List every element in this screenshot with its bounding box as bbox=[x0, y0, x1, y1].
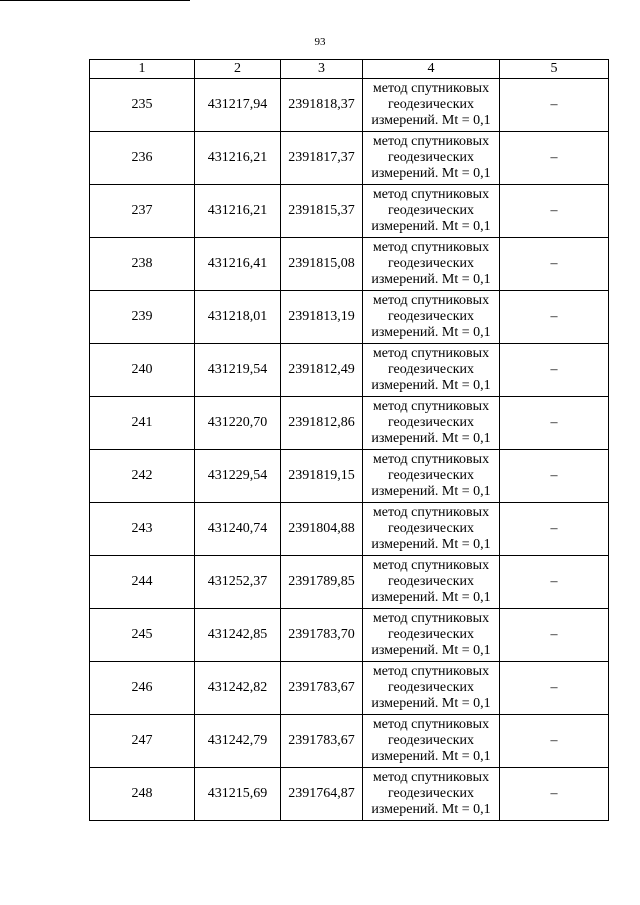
table-row bbox=[90, 450, 609, 503]
method-cell bbox=[363, 715, 500, 768]
note-cell: – bbox=[500, 344, 609, 397]
y-coordinate-cell: 2391783,70 bbox=[281, 609, 363, 662]
x-coordinate-cell: 431218,01 bbox=[195, 291, 281, 344]
method-cell bbox=[363, 503, 500, 556]
note-cell: – bbox=[500, 291, 609, 344]
table-row bbox=[90, 609, 609, 662]
method-line: измерений. Mt = 0,1 bbox=[371, 325, 491, 340]
y-coordinate-cell: 2391818,37 bbox=[281, 79, 363, 132]
method-line: измерений. Mt = 0,1 bbox=[371, 113, 491, 128]
y-coordinate-cell: 2391764,87 bbox=[281, 768, 363, 821]
x-coordinate-cell: 431242,82 bbox=[195, 662, 281, 715]
method-line: измерений. Mt = 0,1 bbox=[371, 590, 491, 605]
method-line: геодезических bbox=[387, 680, 474, 695]
method-line: геодезических bbox=[387, 627, 474, 642]
x-coordinate-cell: 431215,69 bbox=[195, 768, 281, 821]
method-cell bbox=[363, 662, 500, 715]
method-cell bbox=[363, 132, 500, 185]
y-coordinate-cell: 2391815,37 bbox=[281, 185, 363, 238]
table-row bbox=[90, 397, 609, 450]
x-coordinate-cell: 431242,79 bbox=[195, 715, 281, 768]
point-number-cell: 247 bbox=[90, 715, 195, 768]
method-line: геодезических bbox=[387, 97, 474, 112]
method-line: измерений. Mt = 0,1 bbox=[371, 802, 491, 817]
method-cell bbox=[363, 450, 500, 503]
table-row bbox=[90, 79, 609, 132]
point-number-cell: 237 bbox=[90, 185, 195, 238]
column-header: 3 bbox=[281, 60, 363, 79]
x-coordinate-cell: 431220,70 bbox=[195, 397, 281, 450]
y-coordinate-cell: 2391789,85 bbox=[281, 556, 363, 609]
method-cell bbox=[363, 556, 500, 609]
column-header: 1 bbox=[90, 60, 195, 79]
method-line: измерений. Mt = 0,1 bbox=[371, 219, 491, 234]
table-row bbox=[90, 238, 609, 291]
note-cell: – bbox=[500, 662, 609, 715]
method-line: метод спутниковых bbox=[372, 558, 490, 573]
method-line: геодезических bbox=[387, 309, 474, 324]
method-line: измерений. Mt = 0,1 bbox=[371, 484, 491, 499]
point-number-cell: 246 bbox=[90, 662, 195, 715]
method-line: метод спутниковых bbox=[372, 664, 490, 679]
table-header-row bbox=[90, 60, 609, 79]
y-coordinate-cell: 2391819,15 bbox=[281, 450, 363, 503]
note-cell: – bbox=[500, 609, 609, 662]
y-coordinate-cell: 2391812,86 bbox=[281, 397, 363, 450]
x-coordinate-cell: 431216,21 bbox=[195, 132, 281, 185]
x-coordinate-cell: 431242,85 bbox=[195, 609, 281, 662]
x-coordinate-cell: 431219,54 bbox=[195, 344, 281, 397]
point-number-cell: 242 bbox=[90, 450, 195, 503]
method-line: метод спутниковых bbox=[372, 505, 490, 520]
method-cell bbox=[363, 291, 500, 344]
method-cell bbox=[363, 79, 500, 132]
x-coordinate-cell: 431252,37 bbox=[195, 556, 281, 609]
point-number-cell: 235 bbox=[90, 79, 195, 132]
method-cell bbox=[363, 185, 500, 238]
table-row bbox=[90, 503, 609, 556]
method-line: метод спутниковых bbox=[372, 770, 490, 785]
page-number: 93 bbox=[314, 36, 326, 48]
y-coordinate-cell: 2391817,37 bbox=[281, 132, 363, 185]
point-number-cell: 236 bbox=[90, 132, 195, 185]
note-cell: – bbox=[500, 185, 609, 238]
method-line: геодезических bbox=[387, 150, 474, 165]
method-cell bbox=[363, 768, 500, 821]
method-line: метод спутниковых bbox=[372, 81, 490, 96]
top-rule bbox=[0, 0, 190, 1]
point-number-cell: 244 bbox=[90, 556, 195, 609]
method-line: метод спутниковых bbox=[372, 717, 490, 732]
method-line: метод спутниковых bbox=[372, 187, 490, 202]
method-line: измерений. Mt = 0,1 bbox=[371, 696, 491, 711]
method-line: геодезических bbox=[387, 203, 474, 218]
method-line: геодезических bbox=[387, 362, 474, 377]
point-number-cell: 241 bbox=[90, 397, 195, 450]
method-line: измерений. Mt = 0,1 bbox=[371, 431, 491, 446]
column-header: 4 bbox=[363, 60, 500, 79]
point-number-cell: 239 bbox=[90, 291, 195, 344]
method-line: геодезических bbox=[387, 256, 474, 271]
y-coordinate-cell: 2391813,19 bbox=[281, 291, 363, 344]
method-line: метод спутниковых bbox=[372, 346, 490, 361]
method-line: метод спутниковых bbox=[372, 134, 490, 149]
method-line: измерений. Mt = 0,1 bbox=[371, 643, 491, 658]
note-cell: – bbox=[500, 768, 609, 821]
method-line: метод спутниковых bbox=[372, 240, 490, 255]
table-row bbox=[90, 291, 609, 344]
column-header: 2 bbox=[195, 60, 281, 79]
x-coordinate-cell: 431216,21 bbox=[195, 185, 281, 238]
y-coordinate-cell: 2391804,88 bbox=[281, 503, 363, 556]
table-row bbox=[90, 662, 609, 715]
note-cell: – bbox=[500, 238, 609, 291]
method-line: геодезических bbox=[387, 786, 474, 801]
method-line: измерений. Mt = 0,1 bbox=[371, 166, 491, 181]
coordinates-table bbox=[89, 59, 609, 821]
point-number-cell: 240 bbox=[90, 344, 195, 397]
note-cell: – bbox=[500, 503, 609, 556]
column-header: 5 bbox=[500, 60, 609, 79]
y-coordinate-cell: 2391783,67 bbox=[281, 662, 363, 715]
point-number-cell: 243 bbox=[90, 503, 195, 556]
table-row bbox=[90, 556, 609, 609]
method-line: измерений. Mt = 0,1 bbox=[371, 537, 491, 552]
note-cell: – bbox=[500, 556, 609, 609]
method-line: метод спутниковых bbox=[372, 399, 490, 414]
method-line: метод спутниковых bbox=[372, 293, 490, 308]
method-line: измерений. Mt = 0,1 bbox=[371, 749, 491, 764]
point-number-cell: 248 bbox=[90, 768, 195, 821]
y-coordinate-cell: 2391815,08 bbox=[281, 238, 363, 291]
method-cell bbox=[363, 238, 500, 291]
x-coordinate-cell: 431217,94 bbox=[195, 79, 281, 132]
method-cell bbox=[363, 397, 500, 450]
y-coordinate-cell: 2391812,49 bbox=[281, 344, 363, 397]
method-cell bbox=[363, 344, 500, 397]
note-cell: – bbox=[500, 132, 609, 185]
note-cell: – bbox=[500, 450, 609, 503]
note-cell: – bbox=[500, 715, 609, 768]
x-coordinate-cell: 431216,41 bbox=[195, 238, 281, 291]
method-line: геодезических bbox=[387, 733, 474, 748]
method-line: геодезических bbox=[387, 521, 474, 536]
method-line: измерений. Mt = 0,1 bbox=[371, 378, 491, 393]
method-line: геодезических bbox=[387, 574, 474, 589]
method-cell bbox=[363, 609, 500, 662]
point-number-cell: 245 bbox=[90, 609, 195, 662]
note-cell: – bbox=[500, 79, 609, 132]
point-number-cell: 238 bbox=[90, 238, 195, 291]
table-row bbox=[90, 344, 609, 397]
x-coordinate-cell: 431240,74 bbox=[195, 503, 281, 556]
method-line: метод спутниковых bbox=[372, 452, 490, 467]
y-coordinate-cell: 2391783,67 bbox=[281, 715, 363, 768]
table-row bbox=[90, 132, 609, 185]
table-row bbox=[90, 185, 609, 238]
method-line: измерений. Mt = 0,1 bbox=[371, 272, 491, 287]
method-line: геодезических bbox=[387, 415, 474, 430]
note-cell: – bbox=[500, 397, 609, 450]
table-row bbox=[90, 768, 609, 821]
table-row bbox=[90, 715, 609, 768]
method-line: геодезических bbox=[387, 468, 474, 483]
method-line: метод спутниковых bbox=[372, 611, 490, 626]
x-coordinate-cell: 431229,54 bbox=[195, 450, 281, 503]
